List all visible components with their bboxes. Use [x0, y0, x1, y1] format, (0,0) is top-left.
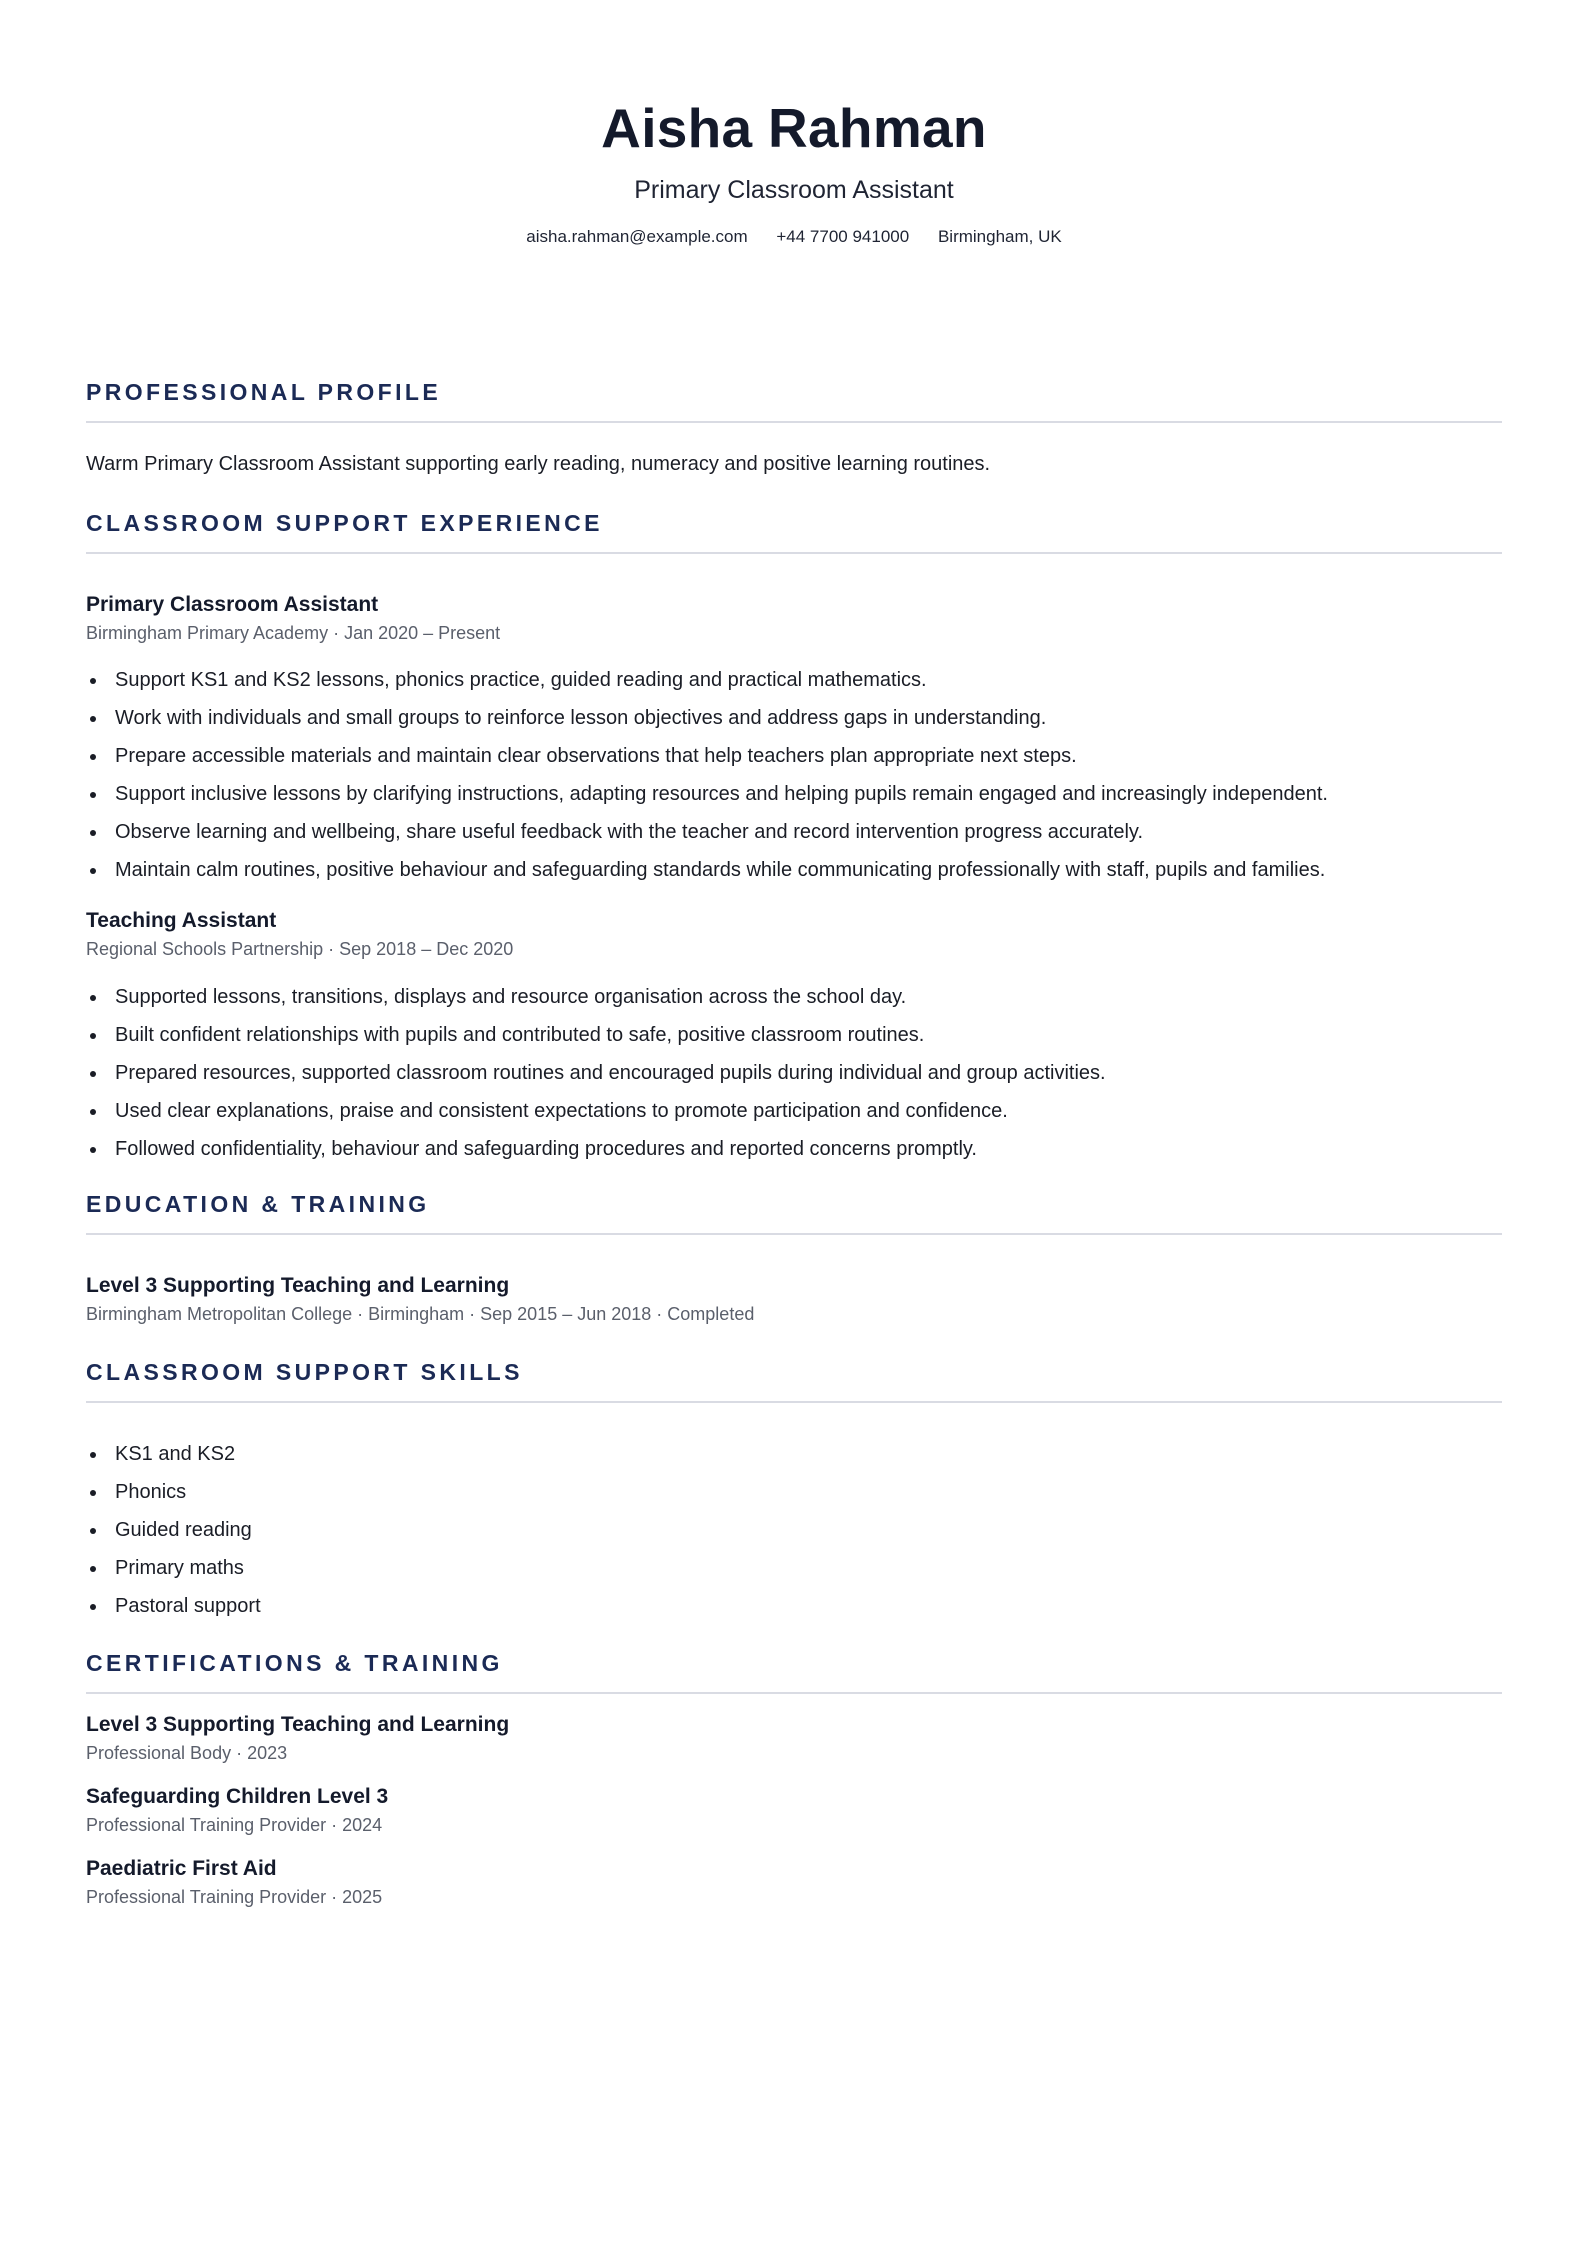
section-divider [86, 1692, 1502, 1694]
list-item: Supported lessons, transitions, displays and resource organisation across the school day. [115, 984, 1502, 1010]
candidate-role: Primary Classroom Assistant [634, 176, 954, 204]
section-divider [86, 421, 1502, 423]
job-title: Primary Classroom Assistant [86, 593, 379, 616]
section-title-profile: PROFESSIONAL PROFILE [86, 379, 442, 405]
list-item: Prepared resources, supported classroom routines and encouraged pupils during individual and group activities. [115, 1060, 1502, 1086]
job-bullets [86, 667, 1502, 883]
section-divider [86, 552, 1502, 554]
section-title-skills: CLASSROOM SUPPORT SKILLS [86, 1359, 523, 1385]
skills-section [86, 1358, 1502, 1619]
skill-item: Pastoral support [115, 1593, 1502, 1619]
contact-line [86, 226, 1502, 248]
list-item: Followed confidentiality, behaviour and safeguarding procedures and reported concerns promptly. [115, 1136, 1502, 1162]
section-divider [86, 1233, 1502, 1235]
education-section [86, 1190, 1502, 1326]
certification-title: Level 3 Supporting Teaching and Learning [86, 1713, 510, 1736]
job-meta: Birmingham Primary Academy · Jan 2020 – Present [86, 623, 501, 643]
education-entry [86, 1273, 1502, 1326]
experience-section [86, 509, 1502, 1162]
skill-item: KS1 and KS2 [115, 1441, 1502, 1467]
certification-meta: Professional Body · 2023 [86, 1743, 288, 1763]
profile-summary: Warm Primary Classroom Assistant supporting early reading, numeracy and positive learning routines. [86, 453, 991, 475]
job-entry [86, 908, 1502, 1162]
certification-entry [86, 1856, 1502, 1909]
job-title: Teaching Assistant [86, 909, 277, 932]
list-item: Support KS1 and KS2 lessons, phonics practice, guided reading and practical mathematics. [115, 667, 1502, 693]
certifications-section [86, 1649, 1502, 1909]
contact-email[interactable]: aisha.rahman@example.com [526, 227, 748, 246]
list-item: Prepare accessible materials and maintain clear observations that help teachers plan appropriate next steps. [115, 743, 1502, 769]
profile-section [86, 378, 1502, 477]
certification-title: Paediatric First Aid [86, 1857, 277, 1880]
list-item: Support inclusive lessons by clarifying instructions, adapting resources and helping pupils remain engaged and increasingly independent. [115, 781, 1502, 807]
education-title: Level 3 Supporting Teaching and Learning [86, 1274, 510, 1297]
skills-list [86, 1441, 1502, 1619]
job-bullets [86, 984, 1502, 1162]
job-entry [86, 592, 1502, 883]
list-item: Used clear explanations, praise and consistent expectations to promote participation and confidence. [115, 1098, 1502, 1124]
candidate-name: Aisha Rahman [601, 97, 987, 159]
skill-item: Primary maths [115, 1555, 1502, 1581]
certification-meta: Professional Training Provider · 2024 [86, 1815, 383, 1835]
skill-item: Guided reading [115, 1517, 1502, 1543]
contact-phone[interactable]: +44 7700 941000 [776, 227, 910, 246]
list-item: Maintain calm routines, positive behaviour and safeguarding standards while communicating professionally with staff, pupils and families. [115, 857, 1502, 883]
list-item: Work with individuals and small groups to reinforce lesson objectives and address gaps in understanding. [115, 705, 1502, 731]
section-title-education: EDUCATION & TRAINING [86, 1191, 430, 1217]
certification-entry [86, 1784, 1502, 1837]
job-meta: Regional Schools Partnership · Sep 2018 – Dec 2020 [86, 939, 514, 959]
section-divider [86, 1401, 1502, 1403]
certification-title: Safeguarding Children Level 3 [86, 1785, 389, 1808]
education-meta: Birmingham Metropolitan College · Birmingham · Sep 2015 – Jun 2018 · Completed [86, 1304, 755, 1324]
section-title-certifications: CERTIFICATIONS & TRAINING [86, 1650, 503, 1676]
contact-location: Birmingham, UK [937, 227, 1062, 246]
resume-header [86, 0, 1502, 248]
list-item: Observe learning and wellbeing, share useful feedback with the teacher and record intervention progress accurately. [115, 819, 1502, 845]
certification-entry [86, 1712, 1502, 1765]
list-item: Built confident relationships with pupils and contributed to safe, positive classroom routines. [115, 1022, 1502, 1048]
skill-item: Phonics [115, 1479, 1502, 1505]
certification-meta: Professional Training Provider · 2025 [86, 1887, 383, 1907]
section-title-experience: CLASSROOM SUPPORT EXPERIENCE [86, 510, 603, 536]
